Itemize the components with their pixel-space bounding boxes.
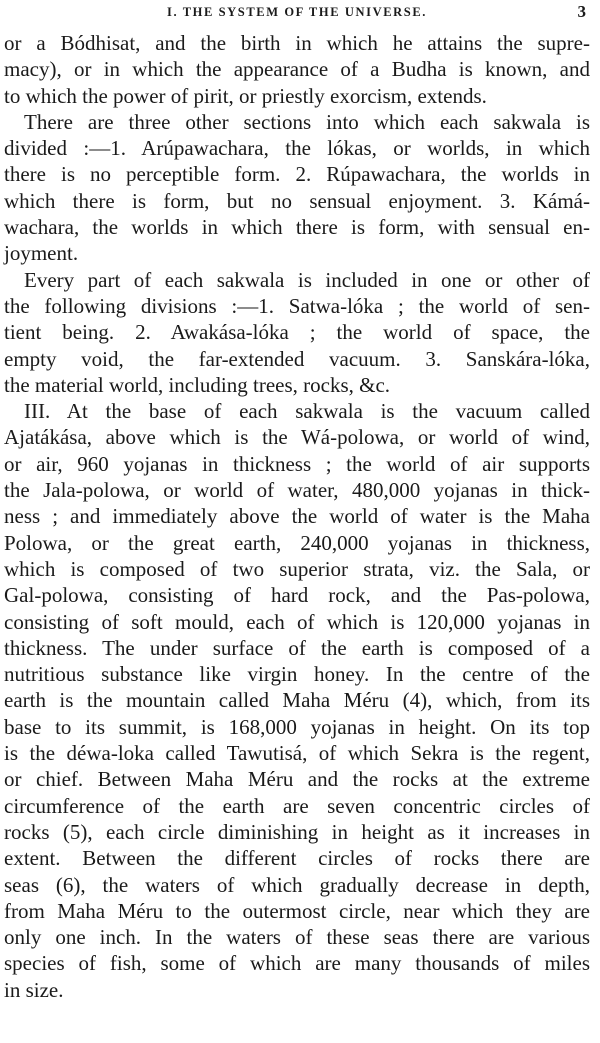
- text-line: circumference of the earth are seven concentric circles of: [4, 793, 590, 818]
- text-line: which there is form, but no sensual enjoyment. 3. Kámá-: [4, 188, 590, 213]
- text-line: seas (6), the waters of which gradually decrease in depth,: [4, 872, 590, 897]
- text-line: wachara, the worlds in which there is form, with sensual en-: [4, 215, 590, 240]
- text-line: consisting of soft mould, each of which is 120,000 yojanas in: [4, 609, 590, 634]
- text-line: divided :—1. Arúpawachara, the lókas, or worlds, in which: [4, 136, 590, 161]
- text-line: species of fish, some of which are many thousands of miles: [4, 951, 590, 976]
- text-line: the following divisions :—1. Satwa-lóka ; the world of sen-: [4, 293, 590, 318]
- text-line: macy), or in which the appearance of a Budha is known, and: [4, 57, 590, 82]
- text-line: or air, 960 yojanas in thickness ; the world of air supports: [4, 451, 590, 476]
- text-line: rocks (5), each circle diminishing in height as it increases in: [4, 819, 590, 844]
- text-line: the material world, including trees, rocks, &c.: [4, 372, 391, 397]
- paragraph: [4, 267, 590, 398]
- text-line: nutritious substance like virgin honey. In the centre of the: [4, 662, 590, 687]
- text-line: only one inch. In the waters of these seas there are various: [4, 925, 590, 950]
- text-line: Polowa, or the great earth, 240,000 yojanas in thickness,: [4, 530, 590, 555]
- page-number: 3: [577, 2, 586, 21]
- text-line: there is no perceptible form. 2. Rúpawachara, the worlds in: [4, 162, 590, 187]
- text-line: empty void, the far-extended vacuum. 3. Sanskára-lóka,: [4, 346, 590, 371]
- text-line: from Maha Méru to the outermost circle, near which they are: [4, 898, 590, 923]
- paragraph: [4, 109, 590, 267]
- text-line: the Jala-polowa, or world of water, 480,000 yojanas in thick-: [4, 478, 590, 503]
- text-line: joyment.: [4, 241, 79, 266]
- text-line: which is composed of two superior strata, viz. the Sala, or: [4, 556, 590, 581]
- text-line: or a Bódhisat, and the birth in which he attains the supre-: [4, 31, 590, 55]
- paragraph: [4, 30, 590, 109]
- text-line: extent. Between the different circles of rocks there are: [4, 846, 590, 871]
- text-line: base to its summit, is 168,000 yojanas in height. On its top: [4, 714, 590, 739]
- body-text: [4, 30, 590, 1003]
- text-line: III. At the base of each sakwala is the vacuum called: [24, 399, 590, 424]
- paragraph: [4, 398, 590, 1003]
- running-title: I. THE SYSTEM OF THE UNIVERSE.: [167, 5, 427, 19]
- text-line: or chief. Between Maha Méru and the rocks at the extreme: [4, 767, 590, 792]
- text-line: Gal-polowa, consisting of hard rock, and the Pas-polowa,: [4, 583, 590, 608]
- text-line: in size.: [4, 977, 64, 1002]
- text-line: ness ; and immediately above the world of water is the Maha: [4, 504, 590, 529]
- text-line: to which the power of pirit, or priestly exorcism, extends.: [4, 83, 487, 108]
- text-line: Ajatákása, above which is the Wá-polowa, or world of wind,: [4, 425, 590, 450]
- text-line: is the déwa-loka called Tawutisá, of which Sekra is the regent,: [4, 741, 590, 766]
- text-line: tient being. 2. Awakása-lóka ; the world of space, the: [4, 320, 590, 345]
- text-line: Every part of each sakwala is included in one or other of: [24, 267, 590, 292]
- text-line: earth is the mountain called Maha Méru (4), which, from its: [4, 688, 590, 713]
- text-line: thickness. The under surface of the earth is composed of a: [4, 635, 590, 660]
- running-header: [4, 0, 590, 30]
- text-line: There are three other sections into which each sakwala is: [24, 109, 590, 134]
